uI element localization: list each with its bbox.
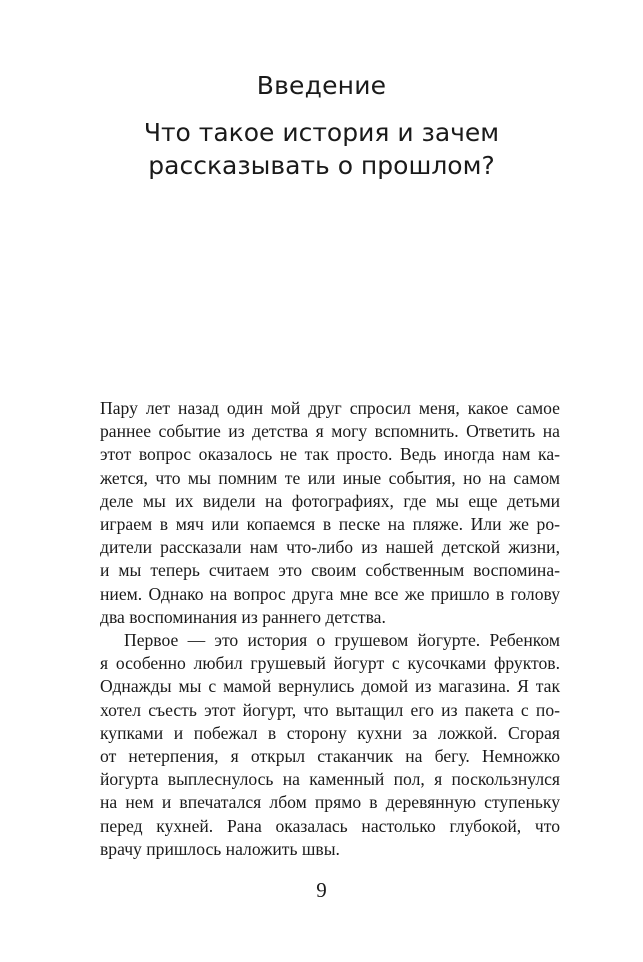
page-number: 9 [316, 878, 327, 902]
text-line: дители рассказали нам что-либо из нашей детской жизни, [100, 537, 560, 558]
text-line: раннее событие из детства я могу вспомнить. Ответить на [100, 421, 560, 442]
text-line: и мы теперь считаем это своим собственным воспомина- [100, 560, 560, 581]
chapter-subtitle-line: рассказывать о прошлом? [148, 151, 495, 180]
text-line: деле мы их видели на фотографиях, где мы еще детьми [100, 490, 560, 511]
text-line: играем в мяч или копаемся в песке на пляже. Или же ро- [100, 514, 560, 535]
text-line: йогурта выплеснулось на каменный пол, я поскользнулся [100, 769, 560, 790]
paragraph [100, 629, 560, 861]
chapter-title: Введение [256, 71, 387, 100]
text-line: я особенно любил грушевый йогурт с кусочками фруктов. [100, 653, 560, 674]
text-line: жется, что мы помним те или иные события, но на самом [100, 467, 560, 488]
chapter-subtitle-line: Что такое история и зачем [143, 118, 500, 147]
text-line: Первое — это история о грушевом йогурте. Ребенком [124, 630, 560, 651]
text-line: перед кухней. Рана оказалась настолько глубокой, что [100, 815, 560, 836]
text-line: на нем и впечатался лбом прямо в деревянную ступеньку [100, 792, 560, 813]
text-line: от нетерпения, я открыл стаканчик на бегу. Немножко [100, 746, 560, 767]
body-text [100, 397, 560, 861]
text-line: хотел съесть этот йогурт, что вытащил его из пакета с по- [100, 699, 560, 720]
text-line: два воспоминания из раннего детства. [100, 606, 386, 627]
text-line: врачу пришлось наложить швы. [100, 838, 340, 859]
text-line: Однажды мы с мамой вернулись домой из магазина. Я так [100, 676, 560, 697]
text-line: Пару лет назад один мой друг спросил меня, какое самое [100, 398, 560, 418]
text-line: купками и побежал в сторону кухни за ложкой. Сгорая [100, 722, 560, 743]
text-line: нием. Однако на вопрос друга мне все же пришло в голову [100, 583, 560, 604]
text-line: этот вопрос оказалось не так просто. Ведь иногда нам ка- [100, 444, 560, 465]
chapter-subtitle [0, 116, 643, 182]
paragraph [100, 397, 560, 629]
